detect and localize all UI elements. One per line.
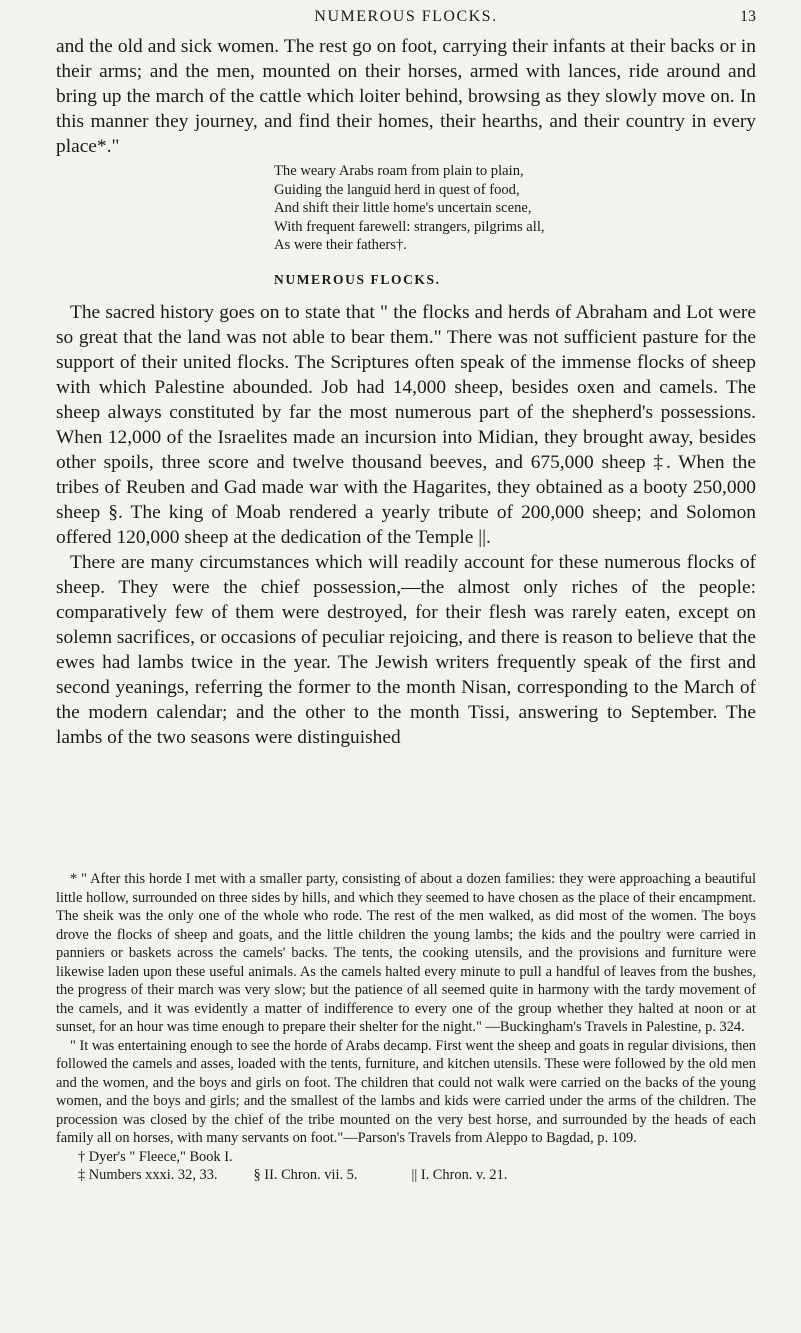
running-title: NUMEROUS FLOCKS. xyxy=(314,8,498,25)
running-header xyxy=(56,8,756,32)
intro-paragraph: and the old and sick women. The rest go on foot, carrying their infants at their backs or in their arms; and the men, mounted on their horses, armed with lances, ride around and bring up the march of the cattle which loiter behind, browsing as they slowly move on. In this manner they journey, and find their homes, their hearths, and their country in every place*." xyxy=(56,36,756,157)
footnote-chronicles-2: § II. Chron. vii. 5. xyxy=(253,1167,358,1183)
section-paragraph-1: The sacred history goes on to state that " the flocks and herds of Abraham and Lot were so great that the land was not able to bear them." There was not sufficient pasture for the support of their united flocks. The Scriptures often speak of the immense flocks of sheep with which Palestine abounded. Job had 14,000 sheep, besides oxen and camels. The sheep always constituted by far the most numerous part of the shepherd's possessions. When 12,000 of the Israelites made an incursion into Midian, they brought away, besides other spoils, three score and twelve thousand beeves, and 675,000 sheep ‡. When the tribes of Reuben and Gad made war with the Hagarites, they obtained as a booty 250,000 sheep §. The king of Moab rendered a yearly tribute of 200,000 sheep; and Solomon offered 120,000 sheep at the dedication of the Temple ||. xyxy=(56,301,756,548)
poem-line: And shift their little home's uncertain scene, xyxy=(274,200,532,216)
poem-line: As were their fathers†. xyxy=(274,237,407,253)
footnote-parson: " It was entertaining enough to see the horde of Arabs decamp. First went the sheep and goats in regular divisions, then followed the camels and asses, loaded with the tents, furniture, and kitchen utensils. These were followed by the old men and the women, and the boys and girls on foot. The children that could not walk were carried on the backs of the young women, and the boys and girls; and the smallest of the lambs and kids were carried under the arms of the children. The procession was closed by the chief of the tribe mounted on the very best horse, and surrounded by the heads of each family all on horses, with many servants on foot."—Parson's Travels from Aleppo to Bagdad, p. 109. xyxy=(56,1037,756,1146)
poem-line: Guiding the languid herd in quest of food, xyxy=(274,181,520,198)
footnote-chronicles-1: || I. Chron. v. 21. xyxy=(411,1167,508,1183)
section-heading: NUMEROUS FLOCKS. xyxy=(274,271,441,287)
footnote-buckingham: * " After this horde I met with a smaller party, consisting of about a dozen families: they were approaching a beautiful little hollow, surrounded on three sides by hills, and which they seemed to have chosen as the place of their encampment. The sheik was the only one of the whole who rode. The rest of the men walked, as did most of the women. The boys drove the flocks of sheep and goats, and the little children the young lambs; the kids and the poultry were carried in panniers or baskets across the camels' backs. The tents, the cooking utensils, and the provisions and furniture were likewise laden upon these useful animals. As the camels halted every minute to pull a handful of leaves from the bushes, the progress of their march was very slow; but the patience of all seemed quite in harmony with the tardy movement of the camels, and it was evidently a matter of indifference to every one of the group whether they halted at noon or at sunset, for an hour was time enough to prepare their shelter for the night." —Buckingham's Travels in Palestine, p. 324. xyxy=(56,871,756,1035)
page-number: 13 xyxy=(740,8,756,25)
poem-line: With frequent farewell: strangers, pilgrims all, xyxy=(274,218,545,235)
body-text xyxy=(56,34,756,750)
footnote-dyer: † Dyer's " Fleece," Book I. xyxy=(78,1148,233,1165)
footnote-numbers: ‡ Numbers xxxi. 32, 33. xyxy=(78,1167,218,1183)
poem-quote xyxy=(274,162,756,255)
poem-line: The weary Arabs roam from plain to plain, xyxy=(274,163,524,179)
footnotes xyxy=(56,870,756,1185)
section-paragraph-2: There are many circumstances which will readily account for these numerous flocks of sheep. They were the chief possession,—the almost only riches of the people: comparatively few of them were destroyed, for their flesh was rarely eaten, except on solemn sacrifices, or occasions of peculiar rejoicing, and there is reason to believe that the ewes had lambs twice in the year. The Jewish writers frequently speak of the first and second yeanings, referring the former to the month Nisan, corresponding to the March of the modern calendar; and the other to the month Tissi, answering to September. The lambs of the two seasons were distinguished xyxy=(56,551,756,748)
footnote-refs-row xyxy=(56,1166,756,1185)
